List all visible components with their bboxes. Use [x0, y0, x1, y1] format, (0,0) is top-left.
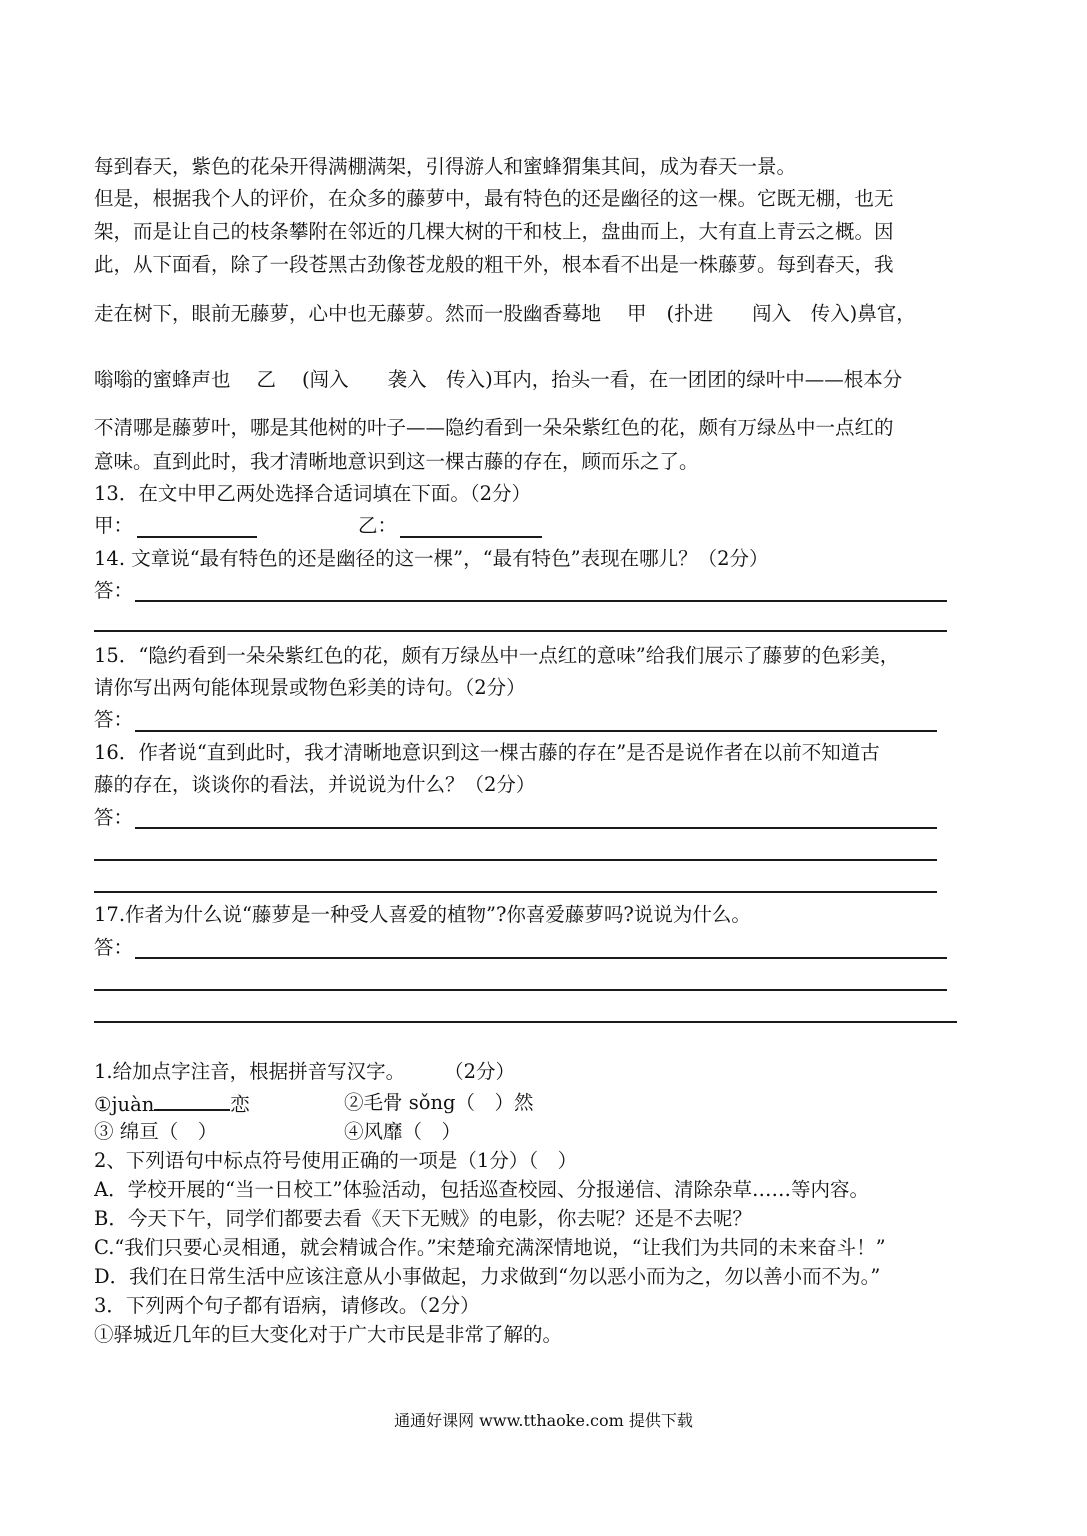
passage-line-3: 架，而是让自己的枝条攀附在邻近的几棵大树的干和枝上，盘曲而上，大有直上青云之概。因	[94, 220, 894, 243]
question-15-line-1: 15．“隐约看到一朵朵紫红色的花，颇有万绿丛中一点红的意味”给我们展示了藤萝的色彩美，	[94, 644, 900, 667]
q14-answer-label: 答：	[94, 579, 134, 602]
question-17: 17.作者为什么说“藤萝是一种受人喜爱的植物”?你喜爱藤萝吗?说说为什么。	[94, 903, 751, 926]
q14-answer-line-1[interactable]	[135, 600, 947, 602]
q14-answer-line-2[interactable]	[94, 630, 947, 632]
passage-line-8: 意味。直到此时，我才清晰地意识到这一棵古藤的存在，顾而乐之了。	[94, 450, 699, 473]
question-15-line-2: 请你写出两句能体现景或物色彩美的诗句。（2分）	[94, 676, 526, 699]
question-16-line-1: 16．作者说“直到此时，我才清晰地意识到这一棵古藤的存在”是否是说作者在以前不知道古	[94, 741, 880, 764]
section2-question-2: 2、下列语句中标点符号使用正确的一项是（1分）（ ）	[94, 1149, 578, 1172]
q2-option-b: B．今天下午，同学们都要去看《天下无贼》的电影，你去呢？还是不去呢？	[94, 1207, 752, 1230]
q1-item-a-prefix: ①juàn	[94, 1093, 155, 1116]
q1-item-a-blank[interactable]	[154, 1091, 230, 1111]
q16-answer-line-2[interactable]	[94, 859, 937, 861]
q17-answer-label: 答：	[94, 936, 134, 959]
q13-yi-label: 乙：	[358, 514, 398, 537]
q17-answer-line-1[interactable]	[135, 957, 947, 959]
passage-line-4: 此，从下面看，除了一段苍黑古劲像苍龙般的粗干外，根本看不出是一株藤萝。每到春天，我	[94, 253, 894, 276]
line6-options: (闯入 袭入 传入)	[302, 368, 493, 391]
q16-answer-line-1[interactable]	[135, 827, 937, 829]
q1-item-a	[94, 1091, 250, 1117]
q16-answer-line-3[interactable]	[94, 891, 937, 893]
line5-options: (扑进 闯入 传入)	[666, 302, 858, 325]
section2-question-3: 3．下列两个句子都有语病，请修改。（2分）	[94, 1294, 480, 1317]
q17-answer-line-2[interactable]	[94, 989, 947, 991]
passage-line-5	[94, 302, 916, 326]
line6-before: 嗡嗡的蜜蜂声也	[94, 368, 231, 391]
q17-answer-line-3[interactable]	[94, 1021, 957, 1023]
q1-item-c: ③ 绵亘（ ）	[94, 1120, 218, 1143]
q1-item-b: ②毛骨 sǒng（ ）然	[344, 1091, 534, 1114]
q16-answer-label: 答：	[94, 806, 134, 829]
q3-sentence-1: ①驿城近几年的巨大变化对于广大市民是非常了解的。	[94, 1323, 563, 1346]
passage-line-6	[94, 368, 902, 392]
q15-answer-line[interactable]	[135, 730, 937, 732]
passage-line-1: 每到春天，紫色的花朵开得满棚满架，引得游人和蜜蜂猬集其间，成为春天一景。	[94, 155, 797, 178]
line5-after: 鼻官，	[857, 302, 916, 325]
question-13: 13．在文中甲乙两处选择合适词填在下面。（2分）	[94, 482, 531, 505]
question-14: 14. 文章说“最有特色的还是幽径的这一棵”，“最有特色”表现在哪儿？（2分）	[94, 547, 769, 570]
q2-option-d: D．我们在日常生活中应该注意从小事做起，力求做到“勿以恶小而为之，勿以善小而不为。”	[94, 1265, 881, 1288]
q15-answer-label: 答：	[94, 708, 134, 731]
q1-item-a-suffix: 恋	[230, 1093, 250, 1116]
q13-jia-answer-line[interactable]	[137, 536, 257, 538]
question-16-line-2: 藤的存在，谈谈你的看法，并说说为什么？（2分）	[94, 773, 536, 796]
q2-option-c: C.“我们只要心灵相通，就会精诚合作。”宋楚瑜充满深情地说，“让我们为共同的未来奋斗！”	[94, 1236, 886, 1259]
line5-before: 走在树下，眼前无藤萝，心中也无藤萝。然而一股幽香蓦地	[94, 302, 602, 325]
q2-option-a: A．学校开展的“当一日校工”体验活动，包括巡查校园、分报递信、清除杂草……等内容。	[94, 1178, 870, 1201]
page-footer: 通通好课网 www.tthaoke.com 提供下载	[394, 1411, 693, 1430]
q13-jia-label: 甲：	[94, 514, 134, 537]
blank-yi-label: 乙	[256, 368, 277, 391]
blank-jia-label: 甲	[627, 302, 647, 325]
line6-after: 耳内，抬头一看，在一团团的绿叶中——根本分	[492, 368, 903, 391]
section2-question-1: 1.给加点字注音，根据拼音写汉字。 （2分）	[94, 1060, 516, 1083]
q1-item-d: ④风靡（ ）	[344, 1120, 462, 1143]
passage-line-7: 不清哪是藤萝叶，哪是其他树的叶子——隐约看到一朵朵紫红色的花，颇有万绿丛中一点红的	[94, 416, 894, 439]
q13-yi-answer-line[interactable]	[400, 536, 542, 538]
passage-line-2: 但是，根据我个人的评价，在众多的藤萝中，最有特色的还是幽径的这一棵。它既无棚，也无	[94, 187, 894, 210]
